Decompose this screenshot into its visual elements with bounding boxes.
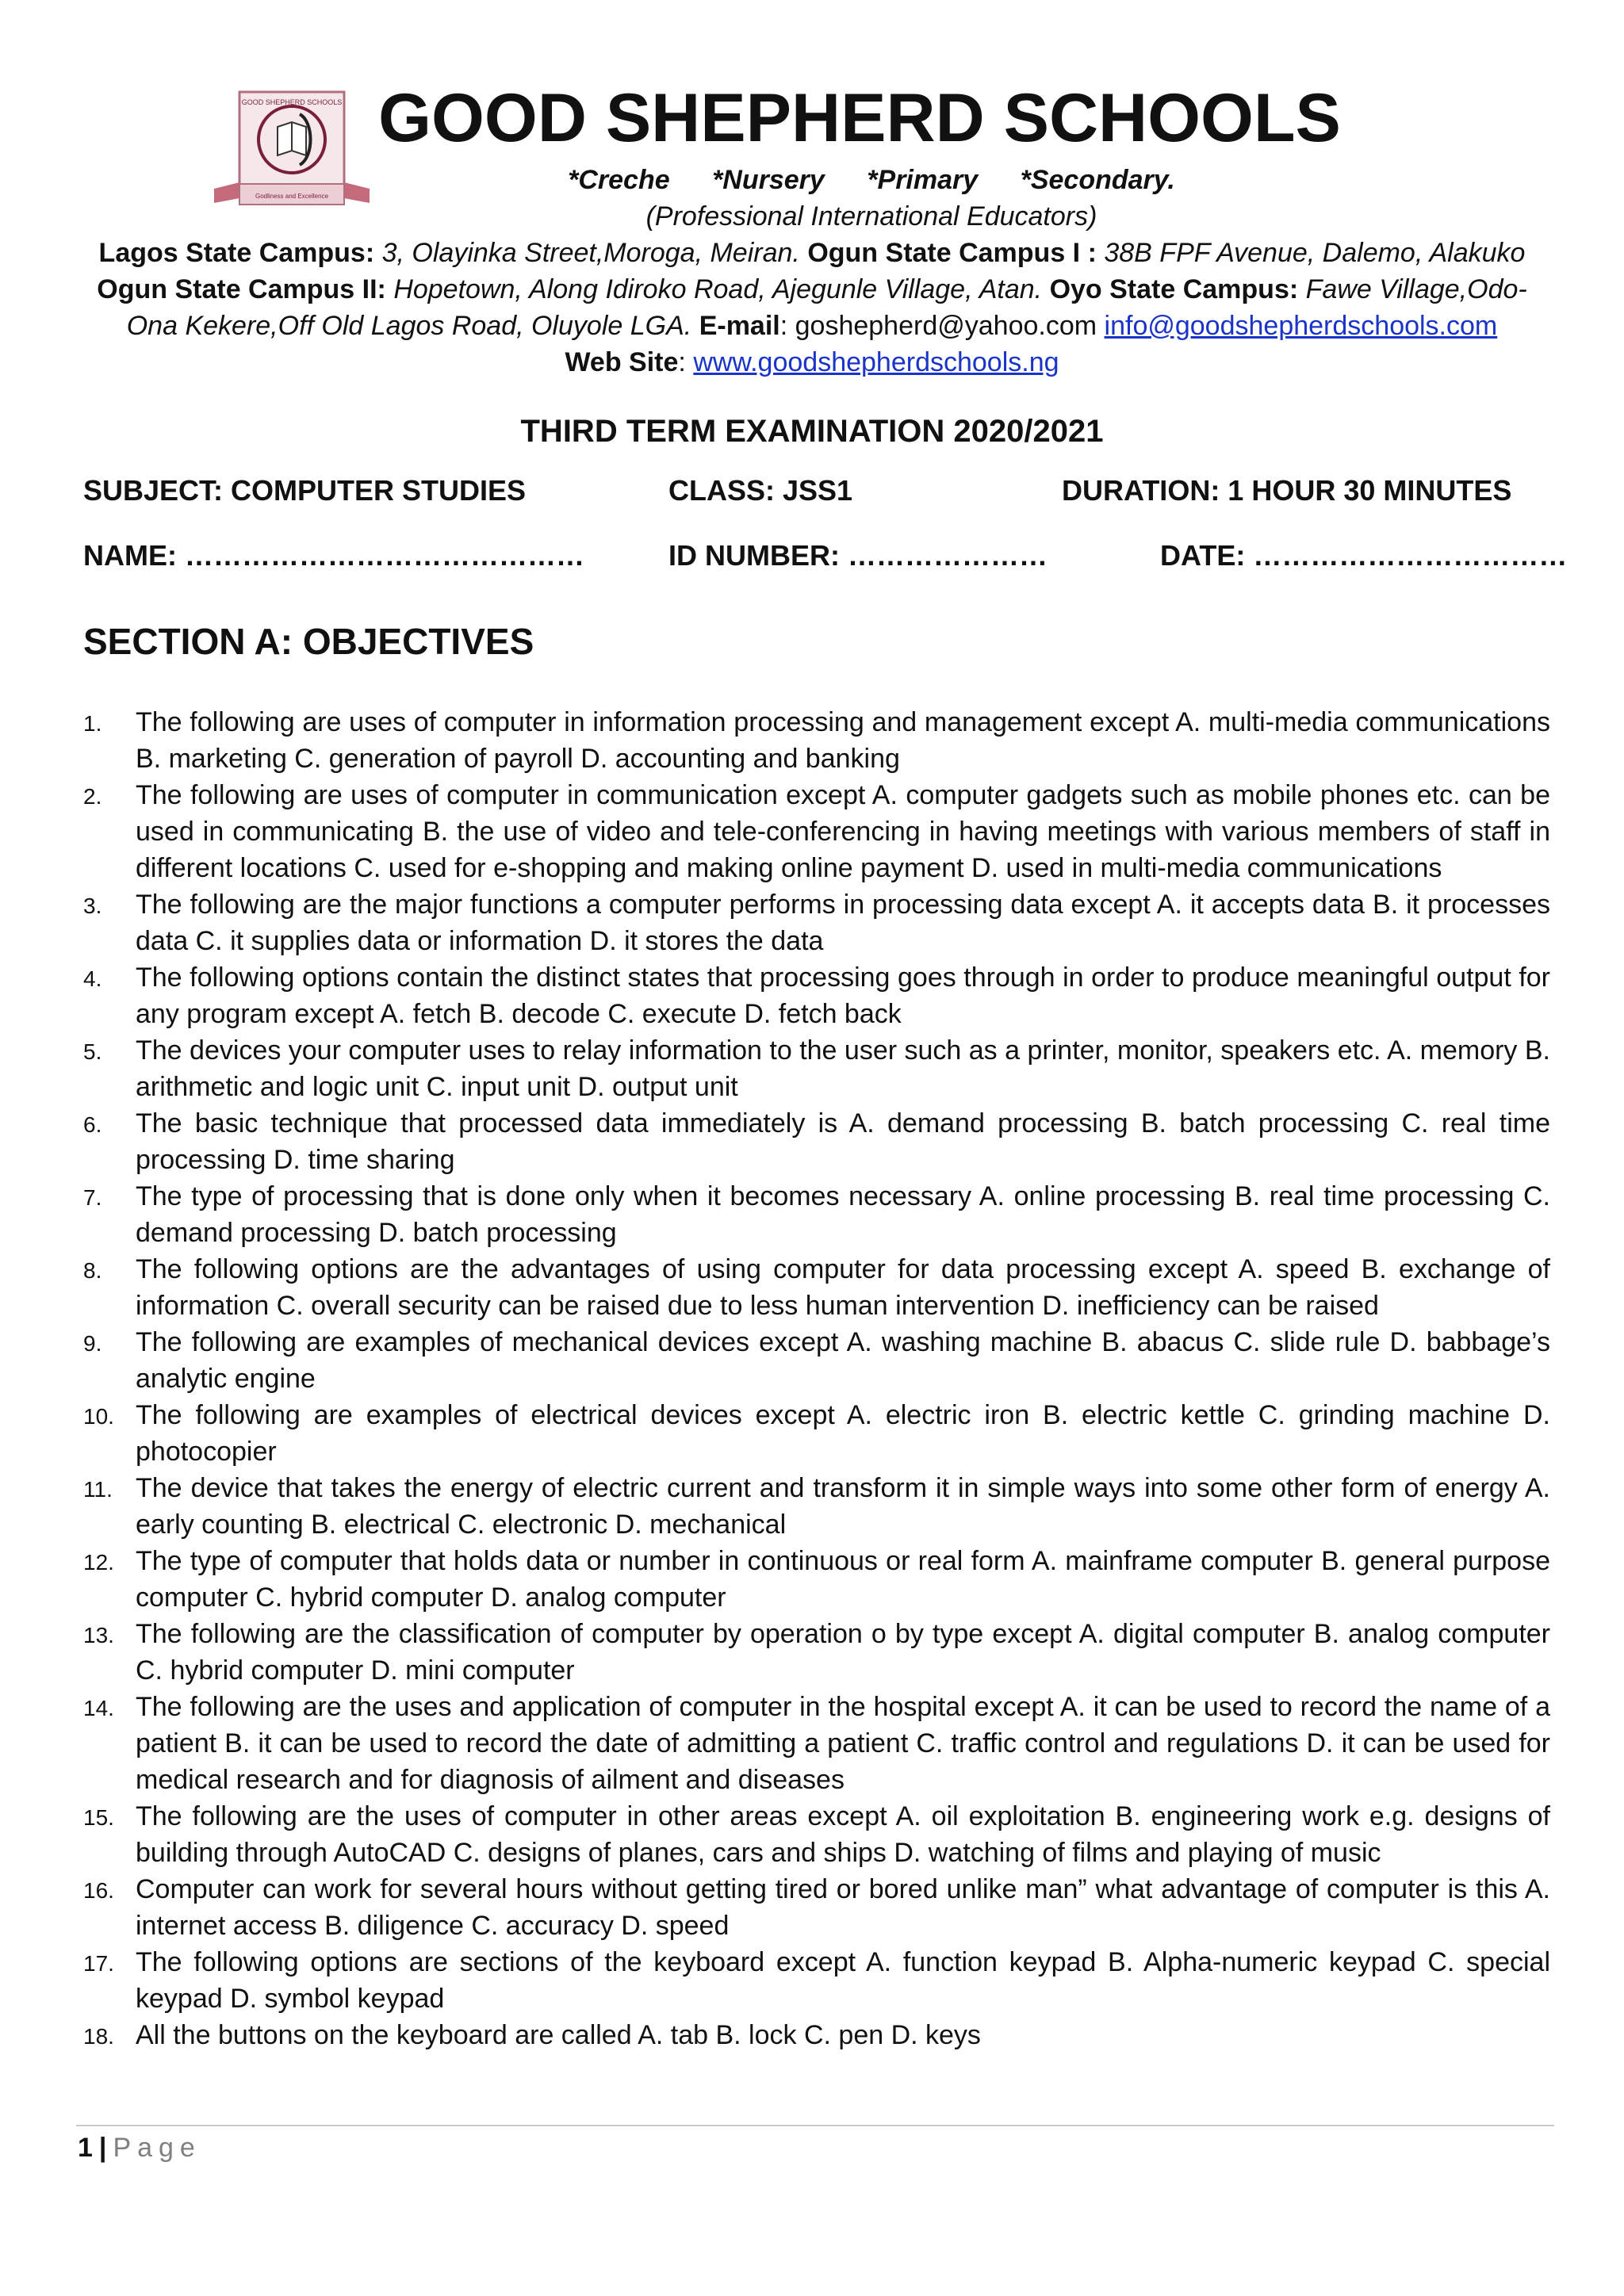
question-number: 14. xyxy=(83,1696,114,1720)
website-label: Web Site xyxy=(565,347,679,377)
svg-text:Godliness and Excellence: Godliness and Excellence xyxy=(255,193,329,200)
question-item xyxy=(83,1105,1550,1178)
question-number: 11. xyxy=(83,1477,113,1502)
question-item xyxy=(83,1251,1550,1324)
question-number: 15. xyxy=(83,1805,114,1830)
website-link[interactable]: www.goodshepherdschools.ng xyxy=(693,347,1059,377)
question-item xyxy=(83,1178,1550,1251)
question-text: The devices your computer uses to relay information to the user such as a printer, monitor, speakers etc. A. memory B. arithmetic and logic unit C. input unit D. output unit xyxy=(136,1035,1550,1102)
question-number: 18. xyxy=(83,2024,114,2049)
question-number: 4. xyxy=(83,966,102,991)
student-info-row xyxy=(83,539,1568,579)
question-text: The following options are sections of the keyboard except A. function keypad B. Alpha-numeric keypad C. special keypad D. symbol keypad xyxy=(136,1947,1550,2014)
id-number-field: ID NUMBER: ………………… xyxy=(668,539,1048,572)
question-number: 13. xyxy=(83,1623,114,1647)
question-item xyxy=(83,959,1550,1032)
section-title: SECTION A: OBJECTIVES xyxy=(83,621,534,662)
website-line: Web Site: www.goodshepherdschools.ng xyxy=(565,347,1059,377)
ogun1-campus-address: 38B FPF Avenue, Dalemo, Alakuko xyxy=(1104,238,1526,268)
ogun2-campus-address: Hopetown, Along Idiroko Road, Ajegunle Village, Atan. xyxy=(393,274,1043,304)
question-number: 12. xyxy=(83,1550,114,1575)
email-address-2-link[interactable]: info@goodshepherdschools.com xyxy=(1104,311,1498,341)
question-number: 1. xyxy=(83,711,102,736)
campus-line-1 xyxy=(48,235,1576,271)
svg-text:GOOD SHEPHERD SCHOOLS: GOOD SHEPHERD SCHOOLS xyxy=(241,98,343,106)
question-text: Computer can work for several hours without getting tired or bored unlike man” what advantage of computer is this A. internet access B. diligence C. accuracy D. speed xyxy=(136,1874,1550,1941)
question-item xyxy=(83,1616,1550,1689)
date-field: DATE: …………………………… xyxy=(1160,539,1568,572)
question-text: The following are uses of computer in communication except A. computer gadgets such as mobile phones etc. can be used in communicating B. the use of video and tele-conferencing in having meetings with various members of staff in different locations C. used for e-shopping and making online payment D. used in multi-media communications xyxy=(136,780,1550,883)
question-text: The following are examples of electrical devices except A. electric iron B. electric kettle C. grinding machine D. photocopier xyxy=(136,1400,1550,1467)
question-text: The following are examples of mechanical devices except A. washing machine B. abacus C. slide rule D. babbage’s analytic engine xyxy=(136,1327,1550,1394)
question-number: 8. xyxy=(83,1258,102,1283)
question-item xyxy=(83,1032,1550,1105)
oyo-campus-address-1: Fawe Village,Odo- xyxy=(1305,274,1527,304)
school-levels xyxy=(48,162,1576,198)
question-number: 9. xyxy=(83,1331,102,1356)
question-text: The following options contain the distinct states that processing goes through in order to produce meaningful output for any program except A. fetch B. decode C. execute D. fetch back xyxy=(136,962,1550,1029)
question-text: The following are the major functions a computer performs in processing data except A. it accepts data B. it processes data C. it supplies data or information D. it stores the data xyxy=(136,890,1550,956)
email-label: E-mail xyxy=(699,311,780,341)
school-tagline: (Professional International Educators) xyxy=(645,201,1097,232)
level-creche: *Creche xyxy=(568,165,670,195)
question-number: 10. xyxy=(83,1404,114,1429)
question-number: 2. xyxy=(83,784,102,809)
question-item xyxy=(83,704,1550,777)
level-secondary: *Secondary. xyxy=(1020,165,1175,195)
question-number: 17. xyxy=(83,1951,114,1976)
question-item xyxy=(83,1324,1550,1397)
page-footer xyxy=(78,2133,201,2164)
question-text: The following are uses of computer in information processing and management except A. multi-media communications B. marketing C. generation of payroll D. accounting and banking xyxy=(136,707,1550,774)
question-item xyxy=(83,1944,1550,2017)
question-text: All the buttons on the keyboard are called A. tab B. lock C. pen D. keys xyxy=(136,2020,981,2050)
question-item xyxy=(83,886,1550,959)
name-field: NAME: …………………………………… xyxy=(83,539,584,572)
oyo-campus-label: Oyo State Campus: xyxy=(1049,274,1299,304)
question-item xyxy=(83,777,1550,886)
question-item xyxy=(83,1470,1550,1543)
question-item xyxy=(83,1871,1550,1944)
oyo-campus-address-2: Ona Kekere,Off Old Lagos Road, Oluyole LGA. xyxy=(126,311,692,341)
question-item xyxy=(83,1397,1550,1470)
ogun2-campus-label: Ogun State Campus II: xyxy=(97,274,386,304)
page-word: Page xyxy=(113,2133,201,2163)
question-item xyxy=(83,1689,1550,1798)
footer-divider xyxy=(76,2125,1554,2126)
school-name: GOOD SHEPHERD SCHOOLS xyxy=(378,80,1341,156)
exam-title: THIRD TERM EXAMINATION 2020/2021 xyxy=(520,414,1104,449)
question-number: 7. xyxy=(83,1185,102,1210)
level-nursery: *Nursery xyxy=(712,165,825,195)
footer-separator: | xyxy=(98,2133,107,2163)
lagos-campus-label: Lagos State Campus: xyxy=(98,238,375,268)
duration-field: DURATION: 1 HOUR 30 MINUTES xyxy=(1062,474,1512,507)
exam-info-row xyxy=(83,474,1558,514)
subject-field: SUBJECT: COMPUTER STUDIES xyxy=(83,474,527,507)
question-item xyxy=(83,2017,1550,2053)
question-list xyxy=(83,704,1550,2053)
question-text: The following are the uses and application of computer in the hospital except A. it can be used to record the name of a patient B. it can be used to record the date of admitting a patient C. traffic control and regulations D. it can be used for medical research and for diagnosis of ailment and diseases xyxy=(136,1692,1550,1795)
question-text: The following are the classification of computer by operation o by type except A. digital computer B. analog computer C. hybrid computer D. mini computer xyxy=(136,1619,1550,1686)
question-item xyxy=(83,1543,1550,1616)
campus-line-2 xyxy=(48,271,1576,308)
question-number: 5. xyxy=(83,1039,102,1064)
question-number: 3. xyxy=(83,894,102,918)
question-text: The following options are the advantages of using computer for data processing except A. speed B. exchange of information C. overall security can be raised due to less human intervention D. inefficiency can be raised xyxy=(136,1254,1550,1321)
question-text: The basic technique that processed data immediately is A. demand processing B. batch processing C. real time processing D. time sharing xyxy=(136,1108,1550,1175)
page-number: 1 xyxy=(78,2133,93,2163)
level-primary: *Primary xyxy=(867,165,979,195)
question-text: The following are the uses of computer in other areas except A. oil exploitation B. engineering work e.g. designs of building through AutoCAD C. designs of planes, cars and ships D. watching of films and playing of music xyxy=(136,1801,1550,1868)
question-number: 6. xyxy=(83,1112,102,1137)
question-text: The type of computer that holds data or number in continuous or real form A. mainframe computer B. general purpose computer C. hybrid computer D. analog computer xyxy=(136,1546,1550,1613)
lagos-campus-address: 3, Olayinka Street,Moroga, Meiran. xyxy=(381,238,800,268)
question-number: 16. xyxy=(83,1878,114,1903)
question-text: The type of processing that is done only when it becomes necessary A. online processing B. real time processing C. demand processing D. batch processing xyxy=(136,1181,1550,1248)
campus-line-3: Ona Kekere,Off Old Lagos Road, Oluyole LGA. E-mail: goshepherd@yahoo.com info@goodshepherdschools.com xyxy=(126,311,1498,341)
question-text: The device that takes the energy of electric current and transform it in simple ways into some other form of energy A. early counting B. electrical C. electronic D. mechanical xyxy=(136,1473,1550,1540)
email-address-1: goshepherd@yahoo.com xyxy=(795,311,1097,341)
class-field: CLASS: JSS1 xyxy=(668,474,853,507)
question-item xyxy=(83,1798,1550,1871)
ogun1-campus-label: Ogun State Campus I : xyxy=(807,238,1097,268)
